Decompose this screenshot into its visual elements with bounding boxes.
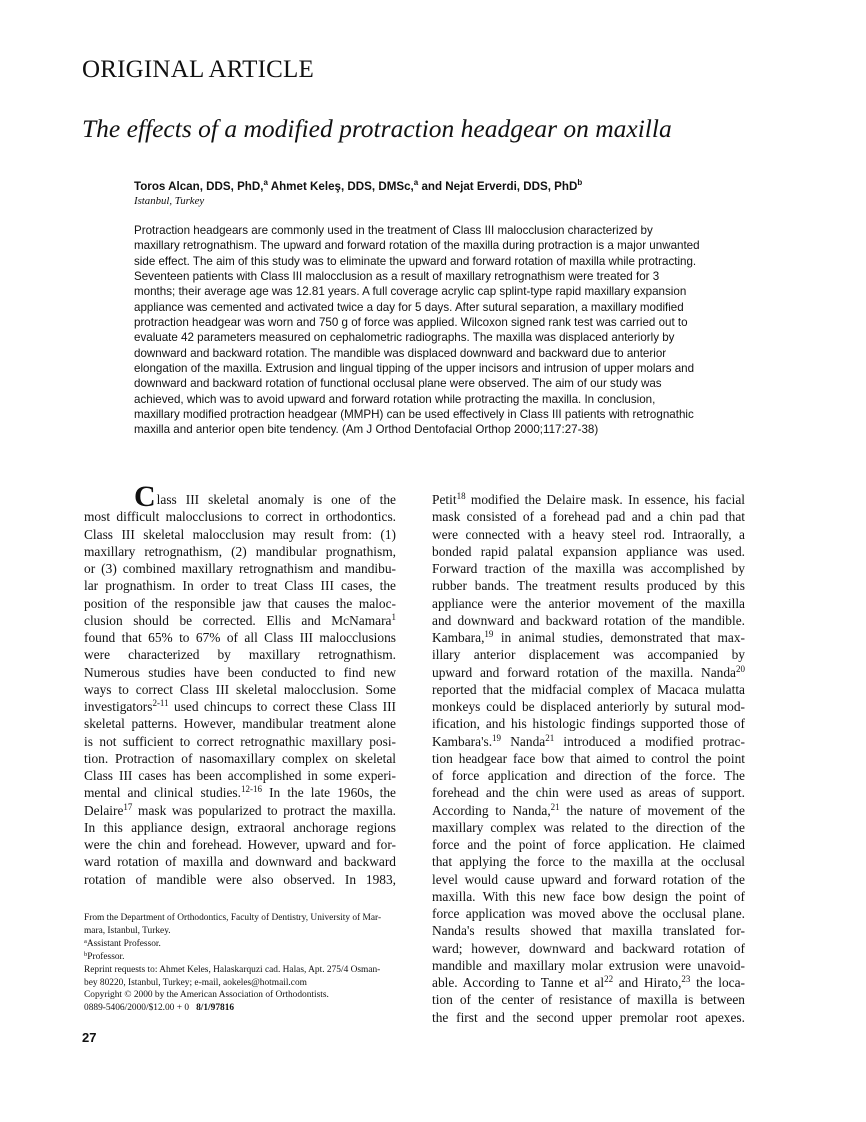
abstract-line: downward and backward rotation. The mandible was displaced downward and backward due to anterior: [134, 346, 667, 360]
footnote-department: From the Department of Orthodontics, Faculty of Dentistry, University of Mar-: [84, 913, 382, 923]
body-line: [432, 577, 745, 594]
body-text: ward; however, downward and backward rotation of: [432, 940, 745, 956]
body-text: position of the responsible jaw that causes the maloc-: [84, 595, 396, 611]
body-text: monkeys could be displaced anteriorly by sutural mod-: [432, 699, 745, 714]
body-text: and downward and backward rotation of the mandible.: [432, 612, 745, 628]
body-text: Petit: [432, 492, 457, 507]
body-line: [432, 629, 745, 646]
body-line: [432, 905, 745, 922]
body-text: illary anterior displacement was accompanied by: [432, 647, 745, 663]
footnote-issn: 0889-5406/2000/$12.00 + 0 8/1/97816: [84, 1003, 235, 1014]
body-line: [84, 629, 396, 646]
body-line: [432, 819, 745, 836]
affiliation-mark: b: [577, 178, 583, 187]
drop-cap: C: [134, 480, 156, 513]
body-text: Kambara,: [432, 630, 485, 645]
body-line: [84, 480, 396, 513]
footnote-copyright: Copyright © 2000 by the American Association of Orthodontists.: [84, 990, 329, 1001]
body-text: rubber bands. The treatment results produced by this: [432, 578, 745, 594]
body-text: force and the point of force application. He claimed: [432, 837, 745, 852]
citation-ref: 20: [736, 663, 745, 674]
body-line: [432, 957, 745, 974]
body-line: [84, 698, 396, 715]
citation-ref: 22: [604, 974, 614, 984]
body-line: [84, 577, 396, 594]
body-text: mask consisted of a forehead pad and a chin pad that: [432, 509, 745, 525]
footnote-reprint: Reprint requests to: Ahmet Keles, Halaskarquzi cad. Halas, Apt. 275/4 Osman-: [84, 964, 381, 975]
body-line: [84, 543, 396, 560]
body-text: Delaire: [84, 802, 124, 818]
body-line: [432, 681, 745, 698]
body-line: [84, 733, 396, 750]
body-text: lar prognathism. In order to treat Class III cases, the: [84, 578, 396, 594]
body-text: rotation of mandible were also observed. In 1983,: [84, 871, 396, 887]
article-title: The effects of a modified protraction headgear on maxilla: [82, 114, 672, 143]
body-line: [432, 612, 745, 629]
body-text: modified the Delaire mask. In essence, his facial: [465, 492, 745, 507]
body-column-right: [432, 491, 745, 1026]
body-line: [84, 508, 396, 525]
body-line: [432, 698, 745, 715]
body-line: [432, 491, 745, 508]
body-text: that applying the force to the maxilla at the occlusal: [432, 854, 745, 870]
body-line: [84, 681, 396, 698]
body-text: or (3) combined maxillary retrognathism and mandibu-: [84, 561, 396, 576]
body-text: According to Nanda,: [432, 802, 551, 818]
body-line: [84, 715, 396, 732]
body-line: [84, 526, 396, 543]
body-text: ward rotation of maxilla and downward and backward: [84, 854, 396, 870]
body-text: and Hirato,: [613, 975, 682, 990]
footnote-affiliation-a: $^a$Assistant Professor.: [84, 937, 161, 949]
body-text: in animal studies, demonstrated that max-: [493, 630, 745, 645]
body-text: is not sufficient to correct retrognathic maxillary posi-: [84, 733, 396, 749]
citation-ref: 19: [492, 732, 502, 743]
abstract-line: maxillary retrognathism. The upward and forward rotation of the maxilla during protraction is a major unwanted: [134, 239, 700, 253]
author-name: Toros Alcan, DDS, PhD,: [134, 179, 264, 193]
body-text: the loca-: [690, 975, 745, 990]
body-text: lass III skeletal anomaly is one of the: [156, 492, 396, 507]
body-line: [84, 595, 396, 612]
body-text: upward and forward rotation of the maxilla. Nanda: [432, 664, 736, 680]
citation-ref: 2-11: [152, 698, 169, 708]
body-text: tion. Protraction of nasomaxillary complex on skeletal: [84, 750, 396, 766]
affiliation-mark: a: [263, 178, 268, 187]
body-line: [84, 750, 396, 767]
body-line: [432, 733, 745, 750]
body-line: [432, 784, 745, 801]
body-line: [432, 526, 745, 543]
body-line: [432, 595, 745, 612]
abstract-line: protraction headgear was worn and 750 g of force was applied. Wilcoxon signed rank test was carried out to: [134, 316, 688, 330]
body-line: [432, 991, 745, 1008]
body-line: [432, 715, 745, 732]
abstract-line: maxillary modified protraction headgear (MMPH) can be used effectively in Class III patients with retrognathic: [134, 408, 694, 422]
body-text: mask was popularized to protract the maxilla.: [132, 802, 396, 818]
body-text: were characterized by maxillary retrognathism.: [84, 647, 396, 663]
body-line: [84, 819, 396, 836]
body-text: bonded rapid palatal expansion appliance was used.: [432, 543, 745, 559]
body-text: skeletal patterns. However, mandibular treatment alone: [84, 716, 396, 732]
body-text: most difficult malocclusions to correct in orthodontics.: [84, 509, 396, 525]
body-line: [432, 871, 745, 888]
citation-ref: 17: [123, 801, 133, 812]
body-line: [432, 974, 745, 991]
body-text: Nanda: [501, 733, 546, 749]
abstract-line: maxilla and anterior open bite tendency. (Am J Orthod Dentofacial Orthop 2000;117:27-38): [134, 423, 599, 437]
abstract-line: downward and backward rotation of functional occlusal plane were observed. The aim of our study was: [134, 377, 662, 391]
body-line: [432, 922, 745, 939]
footnotes: [84, 912, 400, 1015]
body-text: Class III cases has been accomplished in some experi-: [84, 768, 396, 783]
body-text: In this appliance design, extraoral anchorage regions: [84, 819, 396, 835]
body-text: investigators: [84, 699, 153, 714]
body-line: [432, 802, 745, 819]
abstract-line: months; their average age was 12.81 years. A full coverage acrylic cap splint-type rapid maxillary expansion: [134, 285, 687, 299]
body-line: [84, 871, 396, 888]
citation-ref: 21: [545, 732, 555, 743]
footnote-affiliation-b: $^b$Professor.: [84, 950, 125, 962]
body-text: were connected with a heavy steel rod. Intraorally, a: [432, 526, 745, 542]
citation-ref: 12-16: [241, 784, 262, 795]
author-location: Istanbul, Turkey: [134, 195, 205, 207]
author-name: and Nejat Erverdi, DDS, PhD: [418, 179, 578, 193]
body-text: Kambara's.: [432, 733, 493, 749]
body-line: [432, 940, 745, 957]
body-text: reported that the midfacial complex of Macaca mulatta: [432, 681, 745, 697]
abstract-line: side effect. The aim of this study was to eliminate the upward and forward rotation of maxilla while protracting.: [134, 254, 697, 268]
citation-ref: 23: [681, 974, 691, 984]
body-text: tion headgear face bow that aimed to control the point: [432, 750, 745, 766]
citation-ref: 21: [550, 801, 560, 812]
author-list: [134, 178, 582, 193]
body-line: [432, 767, 745, 784]
body-text: introduced a modified protrac-: [554, 733, 745, 749]
body-line: [84, 664, 396, 681]
body-text: level would cause upward and forward rotation of the: [432, 871, 745, 887]
body-line: [84, 802, 396, 819]
body-line: [84, 836, 396, 853]
body-line: [432, 664, 745, 681]
body-line: [84, 784, 396, 801]
body-text: maxilla. With this new face bow design the point of: [432, 888, 745, 904]
body-line: [432, 543, 745, 560]
body-line: [84, 560, 396, 577]
abstract-line: achieved, which was to avoid upward and forward rotation while protracting the maxilla. In conclusion,: [134, 392, 656, 406]
abstract-line: appliance was cemented and activated twice a day for 5 days. After sutural separation, a maxillary modified: [134, 300, 684, 314]
body-text: appliance were the anterior movement of the maxilla: [432, 595, 745, 611]
body-line: [432, 750, 745, 767]
body-text: Forward traction of the maxilla was accomplished by: [432, 561, 745, 576]
body-line: [432, 508, 745, 525]
body-text: force application was moved above the occlusal plane.: [432, 906, 745, 921]
body-text: maxillary complex was related to the direction of the: [432, 819, 745, 835]
body-line: [432, 888, 745, 905]
body-text: In the late 1960s, the: [262, 785, 396, 801]
body-text: mandible and maxillary molar extrusion were unavoid-: [432, 957, 745, 973]
body-line: [84, 853, 396, 870]
body-text: used chincups to correct these Class III: [168, 699, 396, 714]
footnote-department-cont: mara, Istanbul, Turkey.: [84, 925, 171, 936]
section-label: ORIGINAL ARTICLE: [82, 56, 314, 83]
body-text: of force application and direction of the force. The: [432, 768, 745, 783]
body-line: [84, 767, 396, 784]
body-text: ways to correct Class III skeletal malocclusion. Some: [84, 681, 396, 697]
body-line: [84, 646, 396, 663]
body-line: [432, 646, 745, 663]
body-text: the nature of movement of the: [559, 802, 745, 818]
body-column-left: [84, 480, 396, 888]
body-text: clusion should be corrected. Ellis and McNamara: [84, 612, 392, 628]
body-text: Numerous studies have been conducted to find new: [84, 664, 396, 680]
body-line: [432, 1009, 745, 1026]
author-name: Ahmet Keleş, DDS, DMSc,: [267, 179, 414, 193]
body-line: [84, 612, 396, 629]
citation-ref: 18: [456, 491, 466, 501]
abstract-line: Protraction headgears are commonly used in the treatment of Class III malocclusion characterized by: [134, 224, 653, 237]
footnote-reprint-cont: bey 80220, Istanbul, Turkey; e-mail, aokeles@hotmail.com: [84, 977, 307, 988]
body-text: Class III skeletal malocclusion may result from: (1): [84, 526, 396, 542]
body-line: [432, 836, 745, 853]
abstract-line: evaluate 42 parameters measured on cephalometric radiographs. The maxilla was displaced anteriorly by: [134, 331, 675, 345]
body-text: forehead and the chin were used as areas of support.: [432, 785, 745, 801]
citation-ref: 1: [391, 611, 396, 622]
abstract: [134, 223, 746, 438]
body-text: mental and clinical studies.: [84, 785, 241, 801]
abstract-line: elongation of the maxilla. Extrusion and lingual tipping of the upper incisors and intrusion of upper molars and: [134, 362, 695, 376]
body-line: [432, 853, 745, 870]
body-text: maxillary retrognathism, (2) mandibular prognathism,: [84, 543, 396, 559]
body-text: Nanda's results showed that maxilla translated for-: [432, 923, 745, 939]
body-text: found that 65% to 67% of all Class III malocclusions: [84, 630, 396, 645]
body-text: the first and the second upper premolar root apexes.: [432, 1009, 745, 1025]
affiliation-mark: a: [413, 178, 419, 187]
abstract-line: Seventeen patients with Class III malocclusion as a result of maxillary retrognathism were treated for 3: [134, 270, 660, 284]
body-text: able. According to Tanne et al: [432, 975, 605, 990]
body-text: ification, and his histologic findings supported those of: [432, 716, 745, 732]
body-text: were the chin and forehead. However, upward and for-: [84, 837, 396, 852]
body-text: tion of the center of resistance of maxilla is between: [432, 992, 745, 1008]
page-number: 27: [82, 1030, 97, 1045]
body-line: [432, 560, 745, 577]
citation-ref: 19: [484, 629, 494, 639]
